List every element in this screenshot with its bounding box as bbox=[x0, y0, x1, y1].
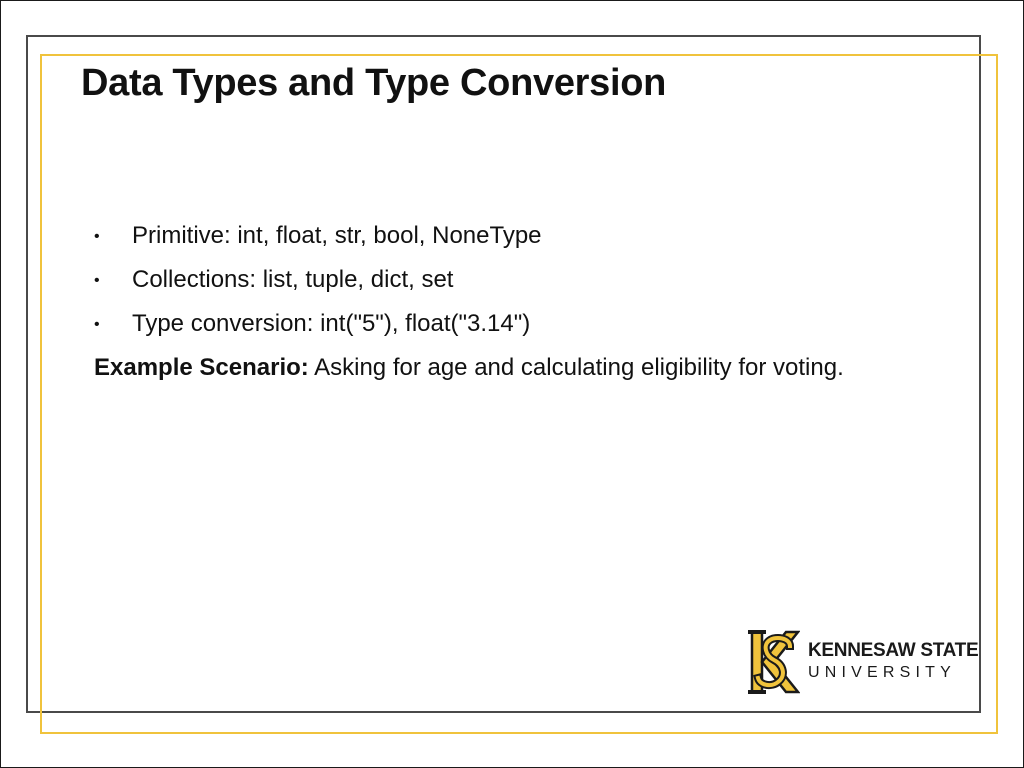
bullet-text: Primitive: int, float, str, bool, NoneType bbox=[132, 222, 542, 249]
bullet-icon: • bbox=[94, 316, 100, 333]
slide-title: Data Types and Type Conversion bbox=[81, 62, 667, 104]
bullet-icon: • bbox=[94, 272, 100, 289]
list-item bbox=[94, 306, 974, 350]
ks-monogram-icon bbox=[746, 626, 800, 698]
logo-line-university: UNIVERSITY bbox=[808, 664, 957, 681]
university-logo bbox=[746, 626, 979, 698]
list-item bbox=[94, 218, 974, 262]
logo-wordmark bbox=[808, 640, 978, 684]
bullet-icon: • bbox=[94, 228, 100, 245]
bullet-list bbox=[94, 218, 974, 350]
bullet-text: Type conversion: int("5"), float("3.14") bbox=[132, 310, 531, 337]
scenario-text: Asking for age and calculating eligibility for voting. bbox=[308, 354, 844, 381]
list-item bbox=[94, 262, 974, 306]
example-scenario bbox=[94, 350, 974, 386]
slide-content bbox=[94, 218, 974, 386]
scenario-label: Example Scenario: bbox=[94, 354, 309, 381]
bullet-text: Collections: list, tuple, dict, set bbox=[132, 266, 454, 293]
logo-line-kennesaw-state: KENNESAW STATE bbox=[808, 640, 979, 661]
